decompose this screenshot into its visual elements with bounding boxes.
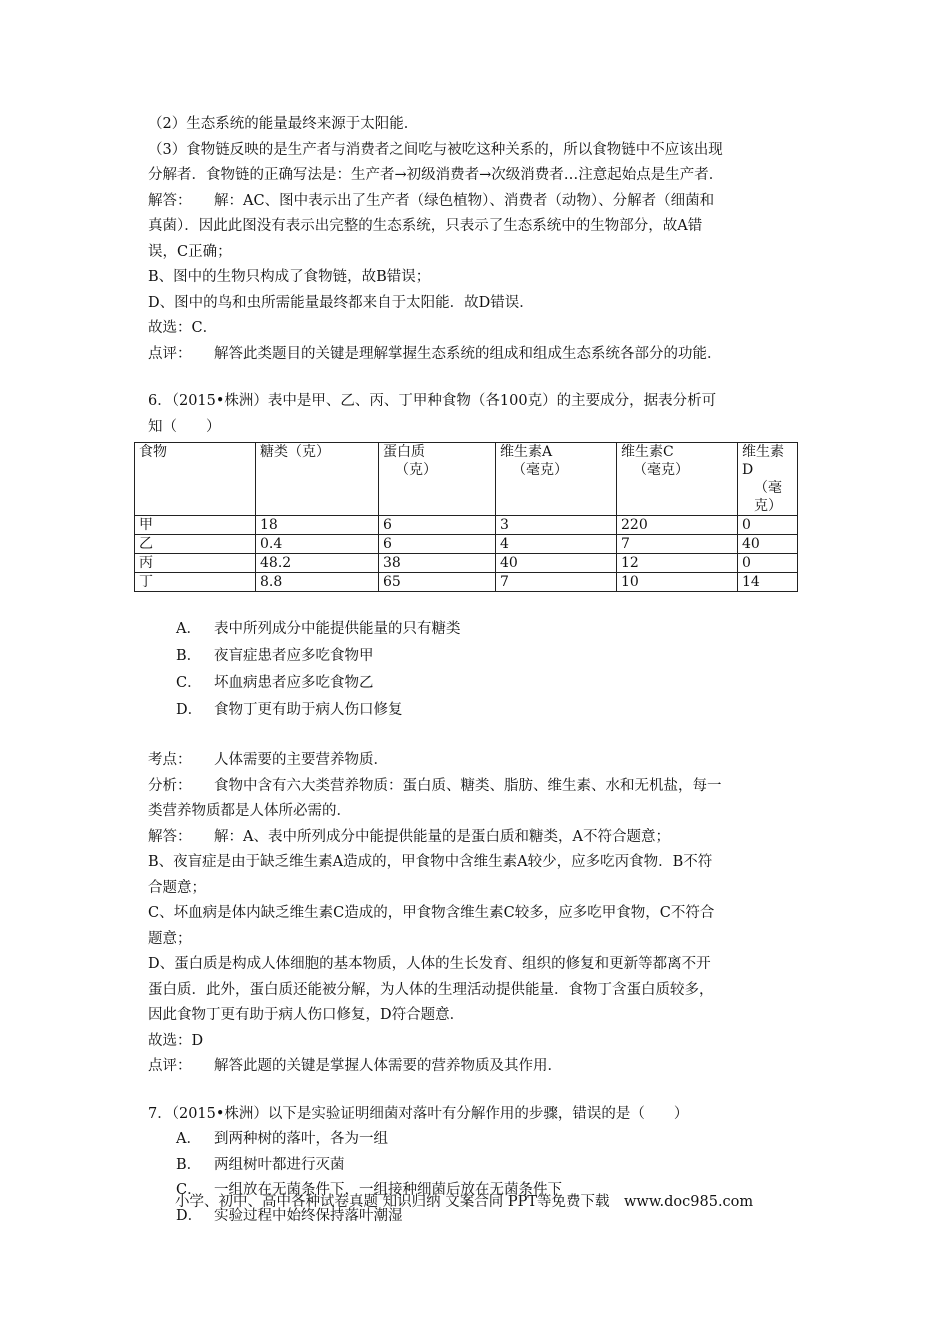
table-cell: 6 <box>379 535 496 554</box>
table-row <box>135 554 798 573</box>
answer-line: 解答： 解：AC、图中表示出了生产者（绿色植物）、消费者（动物）、分解者（细菌和 <box>148 189 812 215</box>
nutrition-table <box>134 442 798 592</box>
page-footer: 小学、初中、高中各种试卷真题 知识归纳 文案合同 PPT等免费下载 www.doc985.com <box>175 1194 754 1210</box>
table-row <box>135 573 798 592</box>
table-cell: 40 <box>496 554 617 573</box>
table-cell: 40 <box>738 535 798 554</box>
answer-line: 蛋白质．此外，蛋白质还能被分解，为人体的生理活动提供能量．食物丁含蛋白质较多， <box>148 981 714 998</box>
question-6-stem: 6．（2015•株洲）表中是甲、乙、丙、丁甲种食物（各100克）的主要成分，据表分析可 <box>148 393 717 409</box>
table-cell: 38 <box>379 554 496 573</box>
comment-line: 点评： 解答此题的关键是掌握人体需要的营养物质及其作用． <box>148 1054 812 1080</box>
table-header-cell: 食物 <box>135 443 256 516</box>
table-cell: 8.8 <box>256 573 379 592</box>
option-a: A． 到两种树的落叶，各为一组 <box>176 1131 388 1147</box>
fenxi-line: 类营养物质都是人体所必需的． <box>148 803 351 819</box>
option-a: A． 表中所列成分中能提供能量的只有糖类 <box>176 621 461 637</box>
option-d: D． 食物丁更有助于病人伤口修复 <box>176 702 403 718</box>
table-cell: 14 <box>738 573 798 592</box>
table-cell: 7 <box>617 535 738 554</box>
fenxi-label: 分析： <box>148 777 192 794</box>
table-header-cell: 蛋白质 （克） <box>379 443 496 516</box>
comment-line: 点评： 解答此类题目的关键是理解掌握生态系统的组成和组成生态系统各部分的功能． <box>148 342 812 368</box>
answer-line: B、图中的生物只构成了食物链，故B错误； <box>148 269 431 285</box>
answer-line: 题意； <box>148 930 192 947</box>
text-line: 分解者．食物链的正确写法是：生产者→初级消费者→次级消费者…注意起始点是生产者． <box>148 167 724 183</box>
answer-line: 故选：D <box>148 1032 204 1049</box>
table-cell: 12 <box>617 554 738 573</box>
question-7-stem: 7．（2015•株洲）以下是实验证明细菌对落叶有分解作用的步骤，错误的是（ ） <box>148 1105 689 1122</box>
option-c: C． 一组放在无菌条件下，一组接种细菌后放在无菌条件下 <box>176 1182 562 1198</box>
table-cell: 0.4 <box>256 535 379 554</box>
table-cell: 48.2 <box>256 554 379 573</box>
table-header-cell: 维生素C （毫克） <box>617 443 738 516</box>
kaodian-label: 考点： <box>148 752 192 768</box>
table-cell: 65 <box>379 573 496 592</box>
table-cell: 0 <box>738 516 798 535</box>
text-line: （3）食物链反映的是生产者与消费者之间吃与被吃这种关系的，所以食物链中不应该出现 <box>148 141 723 158</box>
answer-line: 解答： 解：A、表中所列成分中能提供能量的是蛋白质和糖类，A不符合题意； <box>148 825 812 851</box>
option-b: B． 夜盲症患者应多吃食物甲 <box>176 648 374 664</box>
document-page <box>139 112 812 1229</box>
answer-line: C、坏血病是体内缺乏维生素C造成的，甲食物含维生素C较多，应多吃甲食物，C不符合 <box>148 905 715 921</box>
table-cell: 丙 <box>135 554 256 573</box>
answer-line: 因此食物丁更有助于病人伤口修复，D符合题意． <box>148 1007 465 1023</box>
answer-line: 误，C正确； <box>148 243 232 260</box>
table-header-cell: 维生素D （毫克） <box>738 443 798 516</box>
comment-label: 点评： <box>148 1058 192 1074</box>
answer-line: D、图中的鸟和虫所需能量最终都来自于太阳能．故D错误． <box>148 294 534 311</box>
option-c: C． 坏血病患者应多吃食物乙 <box>176 675 374 691</box>
option-b: B． 两组树叶都进行灭菌 <box>176 1156 345 1173</box>
kaodian-line: 考点： 人体需要的主要营养物质． <box>148 748 812 774</box>
question-6-stem: 知（ ） <box>148 418 221 435</box>
table-cell: 丁 <box>135 573 256 592</box>
table-cell: 0 <box>738 554 798 573</box>
table-cell: 6 <box>379 516 496 535</box>
answer-label: 解答： <box>148 192 192 209</box>
answer-line: B、夜盲症是由于缺乏维生素A造成的，甲食物中含维生素A较少，应多吃丙食物．B不符 <box>148 854 713 870</box>
text-line: （2）生态系统的能量最终来源于太阳能． <box>148 116 419 132</box>
table-cell: 4 <box>496 535 617 554</box>
table-cell: 甲 <box>135 516 256 535</box>
table-cell: 乙 <box>135 535 256 554</box>
answer-line: D、蛋白质是构成人体细胞的基本物质，人体的生长发育、组织的修复和更新等都离不开 <box>148 956 711 972</box>
answer-line: 合题意； <box>148 879 206 896</box>
comment-label: 点评： <box>148 345 192 362</box>
table-cell: 3 <box>496 516 617 535</box>
table-cell: 7 <box>496 573 617 592</box>
answer-line: 真菌）．因此此图没有表示出完整的生态系统，只表示了生态系统中的生物部分，故A错 <box>148 218 703 234</box>
table-header-cell: 糖类（克） <box>256 443 379 516</box>
answer-line: 故选：C． <box>148 320 218 336</box>
fenxi-line: 分析： 食物中含有六大类营养物质：蛋白质、糖类、脂肪、维生素、水和无机盐，每一 <box>148 774 812 800</box>
option-d: D． 实验过程中始终保持落叶潮湿 <box>176 1207 403 1224</box>
table-cell: 220 <box>617 516 738 535</box>
table-row <box>135 516 798 535</box>
table-header-cell: 维生素A （毫克） <box>496 443 617 516</box>
table-cell: 18 <box>256 516 379 535</box>
table-cell: 10 <box>617 573 738 592</box>
answer-label: 解答： <box>148 828 192 845</box>
table-row <box>135 535 798 554</box>
table-header-row <box>135 443 798 516</box>
